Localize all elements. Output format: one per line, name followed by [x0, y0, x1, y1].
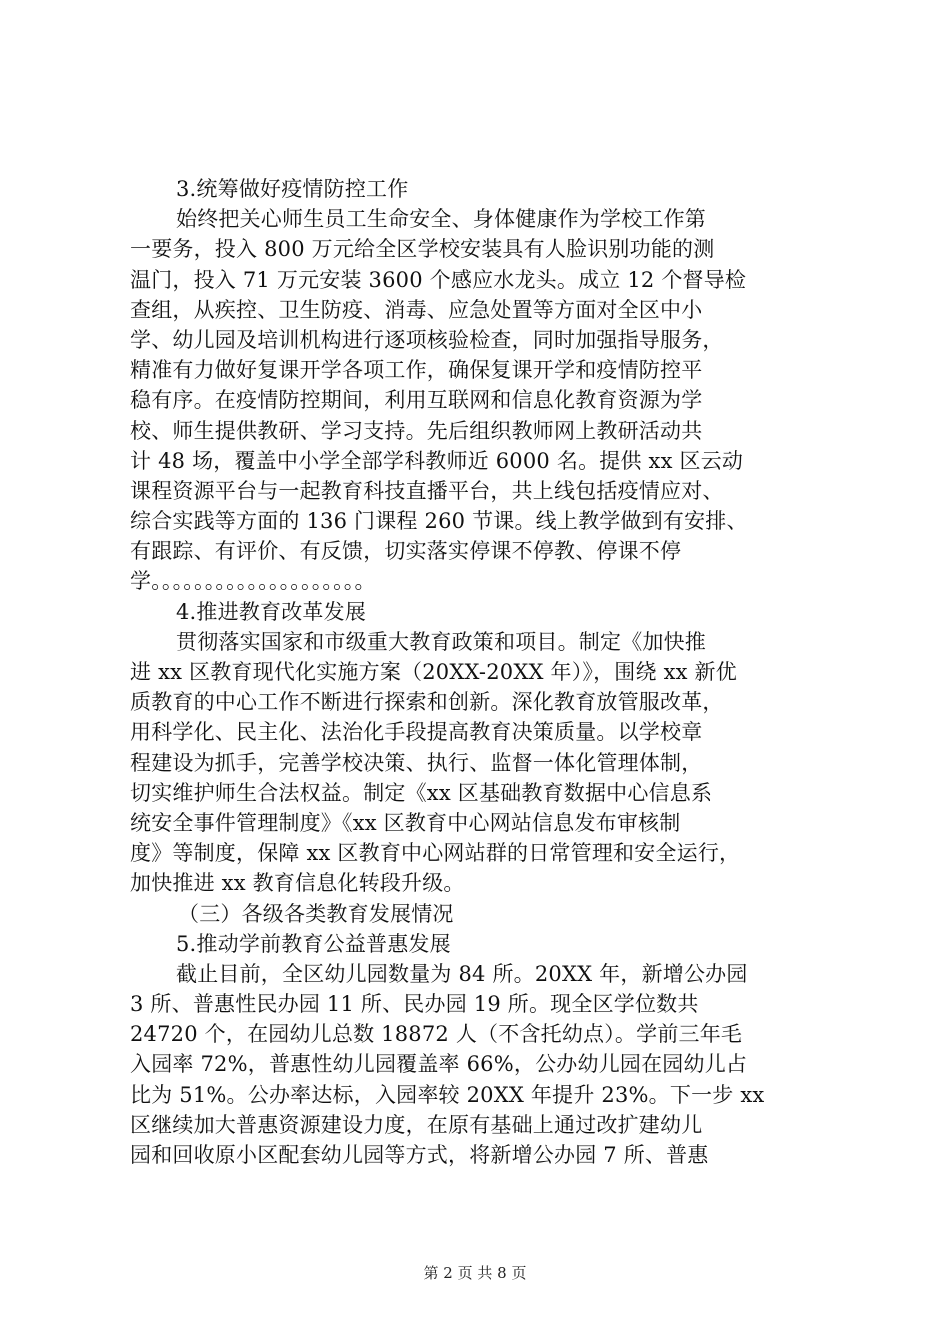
paragraph-line: 用科学化、民主化、法治化手段提高教育决策质量。以学校章: [130, 720, 703, 745]
paragraph-line: 精准有力做好复课开学各项工作，确保复课开学和疫情防控平: [130, 358, 703, 383]
paragraph-line: 温门，投入 71 万元安装 3600 个感应水龙头。成立 12 个督导检: [130, 267, 747, 292]
section-heading: （三）各级各类教育发展情况: [178, 901, 454, 926]
paragraph-line: 计 48 场，覆盖中小学全部学科教师近 6000 名。提供 xx 区云动: [130, 448, 744, 473]
paragraph-line: 学、幼儿园及培训机构进行逐项核验检查，同时加强指导服务，: [130, 327, 724, 352]
paragraph-line: 3 所、普惠性民办园 11 所、民办园 19 所。现全区学位数共: [130, 992, 699, 1017]
paragraph-line: 区继续加大普惠资源建设力度，在原有基础上通过改扩建幼儿: [130, 1112, 703, 1137]
paragraph-line: 切实维护师生合法权益。制定《xx 区基础教育数据中心信息系: [130, 780, 713, 805]
paragraph-line: 学。。。。。。。。。。。。。。。。。。。。: [130, 569, 376, 594]
section-heading: 3.统筹做好疫情防控工作: [176, 177, 409, 201]
page-footer: [0, 1262, 950, 1283]
paragraph-line: 稳有序。在疫情防控期间，利用互联网和信息化教育资源为学: [130, 388, 703, 413]
paragraph-line: 园和回收原小区配套幼儿园等方式，将新增公办园 7 所、普惠: [130, 1143, 709, 1167]
paragraph-line: 查组，从疾控、卫生防疫、消毒、应急处置等方面对全区中小: [130, 297, 703, 322]
paragraph-line: 入园率 72%，普惠性幼儿园覆盖率 66%，公办幼儿园在园幼儿占: [130, 1052, 748, 1077]
paragraph-line: 课程资源平台与一起教育科技直播平台，共上线包括疫情应对、: [130, 478, 724, 503]
section-heading: 5.推动学前教育公益普惠发展: [176, 931, 451, 956]
section-heading: 4.推进教育改革发展: [176, 599, 367, 624]
paragraph-line: 加快推进 xx 教育信息化转段升级。: [130, 871, 465, 896]
paragraph-line: 24720 个，在园幼儿总数 18872 人（不含托幼点）。学前三年毛: [130, 1022, 743, 1047]
paragraph-line: 综合实践等方面的 136 门课程 260 节课。线上教学做到有安排、: [130, 509, 748, 534]
paragraph-line: 有跟踪、有评价、有反馈，切实落实停课不停教、停课不停: [130, 539, 682, 564]
paragraph-line: 截止目前，全区幼儿园数量为 84 所。20XX 年，新增公办园: [176, 961, 748, 986]
paragraph-line: 比为 51%。公办率达标，入园率较 20XX 年提升 23%。下一步 xx: [130, 1082, 765, 1107]
document-body: [130, 174, 830, 1170]
paragraph-line: 贯彻落实国家和市级重大教育政策和项目。制定《加快推: [176, 629, 706, 654]
paragraph-line: 进 xx 区教育现代化实施方案（20XX-20XX 年）》，围绕 xx 新优: [130, 660, 737, 684]
page-number-label: 第 2 页 共 8 页: [423, 1264, 527, 1282]
paragraph-line: 质教育的中心工作不断进行探索和创新。深化教育放管服改革，: [130, 690, 724, 715]
paragraph-line: 校、师生提供教研、学习支持。先后组织教师网上教研活动共: [130, 418, 703, 443]
paragraph-line: 统安全事件管理制度》《xx 区教育中心网站信息发布审核制: [130, 810, 681, 835]
paragraph-line: 一要务，投入 800 万元给全区学校安装具有人脸识别功能的测: [130, 237, 715, 262]
paragraph-line: 程建设为抓手，完善学校决策、执行、监督一体化管理体制，: [130, 750, 703, 775]
paragraph-line: 度》等制度，保障 xx 区教育中心网站群的日常管理和安全运行，: [130, 841, 741, 866]
paragraph-line: 始终把关心师生员工生命安全、身体健康作为学校工作第: [176, 207, 706, 232]
